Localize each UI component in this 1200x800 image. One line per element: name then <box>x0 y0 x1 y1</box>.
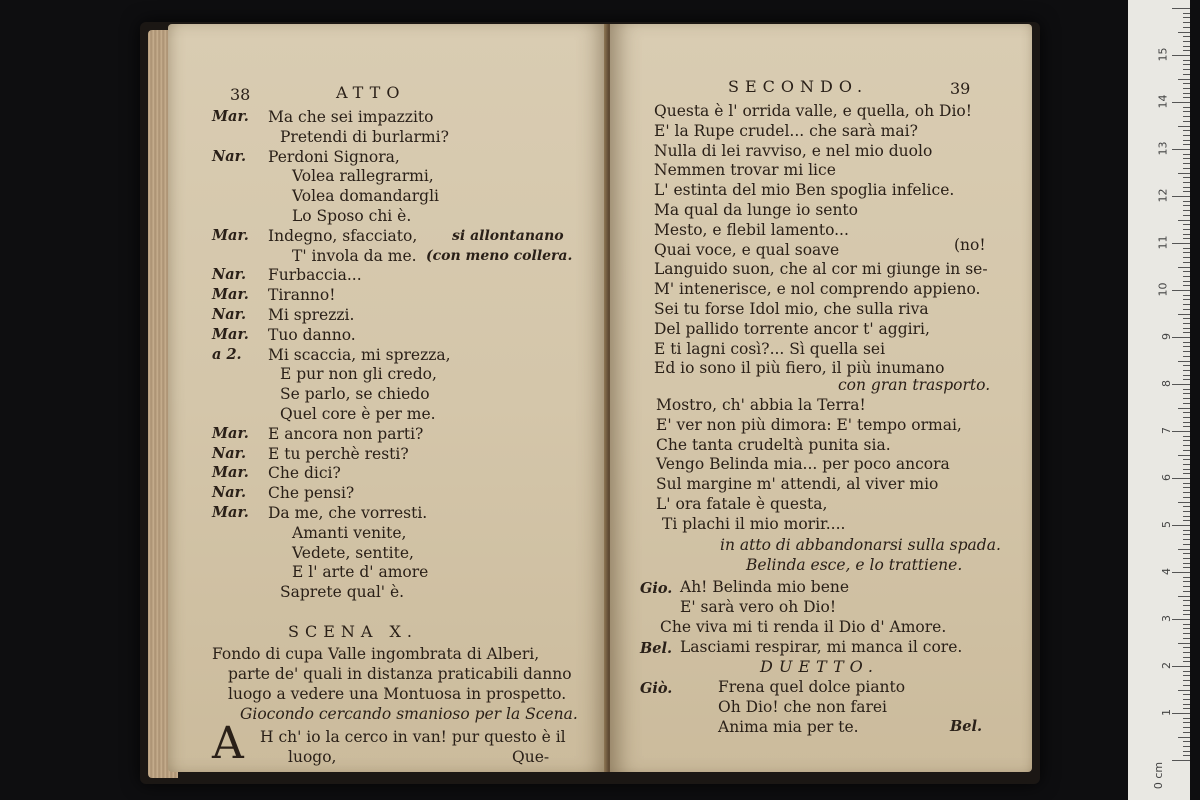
right-running-head: SECONDO. <box>728 77 869 96</box>
ruler-number: 15 <box>1156 47 1170 62</box>
ruler-tick <box>1183 520 1190 521</box>
ruler-number: 7 <box>1160 427 1173 434</box>
verse-line: Languido suon, che al cor mi giunge in se- <box>654 260 988 279</box>
ruler-tick <box>1183 111 1190 112</box>
ruler-number: 2 <box>1160 662 1173 669</box>
stage-direction: in atto di abbandonarsi sulla spada. <box>720 536 1001 554</box>
ruler-tick <box>1183 27 1190 28</box>
verse-line: Sul margine m' attendi, al viver mio <box>656 475 939 494</box>
ruler-tick <box>1183 422 1190 423</box>
ruler-number: 10 <box>1156 282 1170 297</box>
verse-line: Ma qual da lunge io sento <box>654 201 858 219</box>
verse-line: H ch' io la cerco in van! pur questo è il <box>260 728 566 746</box>
ruler-tick <box>1183 694 1190 695</box>
ruler-tick <box>1183 487 1190 488</box>
ruler-tick <box>1183 328 1190 329</box>
ruler-tick <box>1183 473 1190 474</box>
ruler-tick <box>1172 431 1190 432</box>
speaker-label: Mar. <box>212 226 249 244</box>
ruler-number: 8 <box>1160 380 1173 387</box>
verse-line: E pur non gli credo, <box>280 365 437 384</box>
ruler-tick <box>1183 577 1190 578</box>
ruler-tick <box>1183 83 1190 84</box>
ruler-tick <box>1183 276 1190 277</box>
verse-line: Che pensi? <box>268 484 355 503</box>
speaker-label: Nar. <box>212 266 247 284</box>
stage-direction: Giocondo cercando smanioso per la Scena. <box>240 705 578 723</box>
verse-line: Amanti venite, <box>292 523 407 542</box>
ruler-tick <box>1178 690 1190 691</box>
ruler-tick <box>1183 158 1190 159</box>
drop-cap: A <box>212 718 244 769</box>
ruler-tick <box>1183 746 1190 747</box>
verse-line: Furbaccia... <box>268 266 362 285</box>
verse-line: Che viva mi ti renda il Dio d' Amore. <box>660 618 947 636</box>
speaker-label: Gio. <box>640 580 673 597</box>
ruler-tick <box>1183 22 1190 23</box>
ruler-tick <box>1178 502 1190 503</box>
ruler-tick <box>1183 210 1190 211</box>
ruler-tick <box>1183 605 1190 606</box>
verse-line: E' ver non più dimora: E' tempo ormai, <box>656 415 962 434</box>
ruler-tick <box>1183 281 1190 282</box>
verse-line: Vengo Belinda mia... per poco ancora <box>656 455 950 474</box>
ruler-tick <box>1183 459 1190 460</box>
verse-line: Vedete, sentite, <box>292 543 414 562</box>
left-page-number: 38 <box>230 85 251 104</box>
speaker-label: Nar. <box>212 444 247 462</box>
aside-text: (no! <box>954 236 986 254</box>
verse-line: Ti plachi il mio morir.... <box>662 514 846 533</box>
verse-line: Sei tu forse Idol mio, che sulla riva <box>654 300 929 318</box>
ruler-tick <box>1183 252 1190 253</box>
ruler-tick <box>1183 741 1190 742</box>
ruler-tick <box>1183 563 1190 564</box>
ruler-tick <box>1183 168 1190 169</box>
verse-line: Questa è l' orrida valle, e quella, oh Dio! <box>654 102 972 120</box>
ruler-tick <box>1172 525 1190 526</box>
speaker-label: a 2. <box>212 345 242 363</box>
verse-line: luogo, <box>288 748 337 766</box>
ruler-tick <box>1183 271 1190 272</box>
speaker-label: Nar. <box>212 484 247 502</box>
stage-description-line: luogo a vedere una Montuosa in prospetto. <box>228 685 567 703</box>
verse-line: Ah! Belinda mio bene <box>680 578 850 596</box>
ruler-tick <box>1183 389 1190 390</box>
speaker-label: Mar. <box>212 286 249 304</box>
ruler-tick <box>1183 121 1190 122</box>
ruler-tick <box>1183 567 1190 568</box>
verse-line: Quel core è per me. <box>280 405 436 423</box>
verse-line: Volea rallegrarmi, <box>292 167 434 186</box>
ruler-tick <box>1183 699 1190 700</box>
ruler-number: 12 <box>1156 188 1170 203</box>
ruler-tick <box>1178 79 1190 80</box>
speaker-label: Mar. <box>212 108 249 125</box>
verse-line: E ti lagni così?... Sì quella sei <box>654 339 886 358</box>
ruler-tick <box>1183 704 1190 705</box>
ruler-tick <box>1183 36 1190 37</box>
ruler-tick <box>1178 173 1190 174</box>
verse-line: Da me, che vorresti. <box>268 504 428 522</box>
verse-line: L' estinta del mio Ben spoglia infelice. <box>654 181 955 200</box>
verse-line: E' la Rupe crudel... che sarà mai? <box>654 121 918 140</box>
ruler-tick <box>1172 619 1190 620</box>
ruler-tick <box>1183 351 1190 352</box>
verse-line: L' ora fatale è questa, <box>656 495 828 513</box>
ruler-tick <box>1183 224 1190 225</box>
ruler-tick <box>1183 708 1190 709</box>
ruler-tick <box>1183 234 1190 235</box>
speaker-label: Mar. <box>212 504 249 521</box>
ruler-unit-label: 0 cm <box>1151 761 1165 790</box>
verse-line: Quai voce, e qual soave <box>654 240 840 259</box>
ruler-tick <box>1178 643 1190 644</box>
right-page <box>610 24 1032 772</box>
verse-line: Ed io sono il più fiero, il più inumano <box>654 359 945 378</box>
ruler-tick <box>1183 379 1190 380</box>
verse-line: Nulla di lei ravviso, e nel mio duolo <box>654 141 933 160</box>
ruler-tick <box>1183 445 1190 446</box>
ruler-tick <box>1178 455 1190 456</box>
ruler-tick <box>1183 375 1190 376</box>
verse-line: Lo Sposo chi è. <box>292 207 412 225</box>
stage-direction: (con meno collera. <box>426 247 573 264</box>
ruler-tick <box>1183 144 1190 145</box>
verse-line: E l' arte d' amore <box>292 563 429 582</box>
ruler-tick <box>1183 755 1190 756</box>
ruler-tick <box>1183 450 1190 451</box>
ruler-tick <box>1183 191 1190 192</box>
ruler-tick <box>1172 713 1190 714</box>
speaker-label: Nar. <box>212 306 247 323</box>
ruler-tick <box>1183 365 1190 366</box>
verse-line: Mostro, ch' abbia la Terra! <box>656 396 866 414</box>
verse-line: Frena quel dolce pianto <box>718 678 906 696</box>
ruler-tick <box>1172 478 1190 479</box>
ruler-tick <box>1183 370 1190 371</box>
verse-line: Anima mia per te. <box>718 718 859 736</box>
ruler-tick <box>1178 126 1190 127</box>
ruler-tick <box>1183 722 1190 723</box>
ruler-tick <box>1172 149 1190 150</box>
verse-line: Pretendi di burlarmi? <box>280 127 449 146</box>
ruler-tick <box>1183 97 1190 98</box>
ruler-tick <box>1178 408 1190 409</box>
ruler-tick <box>1183 483 1190 484</box>
ruler-tick <box>1183 614 1190 615</box>
ruler-tick <box>1183 163 1190 164</box>
ruler-tick <box>1183 511 1190 512</box>
ruler-tick <box>1178 267 1190 268</box>
verse-line: Volea domandargli <box>292 187 439 206</box>
ruler-number: 3 <box>1160 615 1173 622</box>
verse-line: Che dici? <box>268 464 341 483</box>
ruler-tick <box>1183 657 1190 658</box>
verse-line: Mesto, e flebil lamento... <box>654 220 849 239</box>
speaker-label: Giò. <box>640 680 673 697</box>
ruler-tick <box>1183 516 1190 517</box>
verse-line: Tuo danno. <box>268 325 356 344</box>
ruler-tick <box>1183 403 1190 404</box>
ruler-tick <box>1183 318 1190 319</box>
stage-direction: si allontanano <box>452 227 564 244</box>
catchword: Bel. <box>950 718 983 735</box>
verse-line: Se parlo, se chiedo <box>280 385 430 404</box>
stage-direction: con gran trasporto. <box>838 376 991 394</box>
ruler-tick <box>1183 17 1190 18</box>
ruler-tick <box>1183 257 1190 258</box>
ruler-tick <box>1183 248 1190 249</box>
duetto-heading: DUETTO. <box>760 657 879 676</box>
speaker-label: Nar. <box>212 147 247 165</box>
catchword: Que- <box>512 748 550 766</box>
verse-line: T' invola da me. <box>292 246 417 265</box>
ruler-tick <box>1183 346 1190 347</box>
ruler-tick <box>1183 492 1190 493</box>
ruler-tick <box>1183 332 1190 333</box>
scene-heading: SCENA X. <box>288 622 418 641</box>
ruler-tick <box>1183 262 1190 263</box>
ruler-tick <box>1183 685 1190 686</box>
ruler-tick <box>1178 549 1190 550</box>
ruler-tick <box>1172 8 1190 9</box>
ruler-tick <box>1183 440 1190 441</box>
verse-line: Mi scaccia, mi sprezza, <box>268 345 451 364</box>
ruler-tick <box>1183 304 1190 305</box>
ruler-tick <box>1178 314 1190 315</box>
verse-line: Del pallido torrente ancor t' aggiri, <box>654 319 930 338</box>
ruler-tick <box>1183 356 1190 357</box>
ruler-tick <box>1183 154 1190 155</box>
verse-line: M' intenerisce, e nol comprendo appieno. <box>654 280 981 299</box>
right-page-number: 39 <box>950 79 971 98</box>
ruler-tick <box>1183 600 1190 601</box>
verse-line: Nemmen trovar mi lice <box>654 161 836 180</box>
verse-line: E' sarà vero oh Dio! <box>680 598 837 616</box>
ruler-tick <box>1183 727 1190 728</box>
ruler-tick <box>1172 290 1190 291</box>
ruler-tick <box>1183 229 1190 230</box>
ruler-tick <box>1183 88 1190 89</box>
ruler-tick <box>1172 760 1190 761</box>
ruler-tick <box>1172 196 1190 197</box>
ruler-tick <box>1183 633 1190 634</box>
speaker-label: Bel. <box>640 640 673 657</box>
verse-line: E tu perchè resti? <box>268 444 409 463</box>
ruler-tick <box>1183 497 1190 498</box>
verse-line: Tiranno! <box>268 286 336 305</box>
ruler-number: 9 <box>1160 333 1173 340</box>
ruler-number: 5 <box>1160 521 1173 528</box>
stage-description-line: Fondo di cupa Valle ingombrata di Alberi, <box>212 645 540 663</box>
ruler-tick <box>1172 666 1190 667</box>
ruler-tick <box>1183 586 1190 587</box>
speaker-label: Mar. <box>212 325 249 343</box>
ruler-tick <box>1183 50 1190 51</box>
ruler-tick <box>1183 539 1190 540</box>
ruler-tick <box>1183 591 1190 592</box>
ruler-tick <box>1172 102 1190 103</box>
ruler-tick <box>1178 220 1190 221</box>
ruler-tick <box>1183 93 1190 94</box>
ruler-tick <box>1183 13 1190 14</box>
ruler-tick <box>1172 55 1190 56</box>
ruler-tick <box>1183 647 1190 648</box>
ruler-tick <box>1183 426 1190 427</box>
ruler-tick <box>1172 572 1190 573</box>
ruler-tick <box>1183 751 1190 752</box>
ruler-tick <box>1183 534 1190 535</box>
ruler-number: 11 <box>1156 235 1170 250</box>
verse-line: E ancora non parti? <box>268 424 424 443</box>
ruler-tick <box>1183 718 1190 719</box>
ruler-tick <box>1183 177 1190 178</box>
ruler-tick <box>1183 187 1190 188</box>
ruler-tick <box>1183 581 1190 582</box>
ruler-tick <box>1183 464 1190 465</box>
left-running-head: ATTO <box>336 83 406 102</box>
speaker-label: Mar. <box>212 464 249 482</box>
ruler-tick <box>1183 553 1190 554</box>
ruler-tick <box>1183 323 1190 324</box>
ruler-tick <box>1183 238 1190 239</box>
ruler-tick <box>1178 361 1190 362</box>
ruler-tick <box>1183 624 1190 625</box>
ruler-tick <box>1183 140 1190 141</box>
ruler-tick <box>1183 215 1190 216</box>
ruler-tick <box>1183 107 1190 108</box>
left-page <box>168 24 608 772</box>
ruler-tick <box>1183 638 1190 639</box>
verse-line: Mi sprezzi. <box>268 306 355 324</box>
ruler-tick <box>1183 205 1190 206</box>
ruler-tick <box>1183 116 1190 117</box>
ruler-tick <box>1183 285 1190 286</box>
ruler-tick <box>1183 417 1190 418</box>
ruler-tick <box>1183 675 1190 676</box>
ruler-tick <box>1183 558 1190 559</box>
ruler-tick <box>1183 299 1190 300</box>
ruler-tick <box>1183 544 1190 545</box>
ruler-tick <box>1178 737 1190 738</box>
ruler-tick <box>1172 384 1190 385</box>
verse-line: Che tanta crudeltà punita sia. <box>656 435 891 454</box>
ruler-number: 14 <box>1156 94 1170 109</box>
ruler-tick <box>1183 398 1190 399</box>
ruler-tick <box>1183 201 1190 202</box>
ruler-tick <box>1183 671 1190 672</box>
ruler-tick <box>1183 610 1190 611</box>
verse-line: Oh Dio! che non farei <box>718 698 887 716</box>
ruler-tick <box>1183 469 1190 470</box>
ruler-tick <box>1183 182 1190 183</box>
verse-line: Indegno, sfacciato, <box>268 226 418 245</box>
ruler-tick <box>1183 74 1190 75</box>
ruler-tick <box>1183 436 1190 437</box>
ruler-number: 1 <box>1160 709 1173 716</box>
ruler-tick <box>1183 69 1190 70</box>
ruler-number: 13 <box>1156 141 1170 156</box>
ruler-tick <box>1183 628 1190 629</box>
stage-direction: Belinda esce, e lo trattiene. <box>746 556 963 574</box>
ruler-tick <box>1183 393 1190 394</box>
ruler-tick <box>1183 60 1190 61</box>
ruler-tick <box>1183 530 1190 531</box>
ruler-number: 4 <box>1160 568 1173 575</box>
ruler-tick <box>1183 652 1190 653</box>
ruler-tick <box>1183 130 1190 131</box>
verse-line: Saprete qual' è. <box>280 583 405 602</box>
ruler-tick <box>1183 732 1190 733</box>
stage-description-line: parte de' quali in distanza praticabili danno <box>228 665 572 683</box>
ruler-tick <box>1178 32 1190 33</box>
ruler-tick <box>1183 342 1190 343</box>
ruler-tick <box>1183 135 1190 136</box>
ruler-number: 6 <box>1160 474 1173 481</box>
measurement-ruler <box>1128 0 1190 800</box>
ruler-tick <box>1183 661 1190 662</box>
speaker-label: Mar. <box>212 424 249 442</box>
verse-line: Lasciami respirar, mi manca il core. <box>680 638 963 656</box>
ruler-tick <box>1183 295 1190 296</box>
verse-line: Perdoni Signora, <box>268 147 400 166</box>
ruler-tick <box>1183 46 1190 47</box>
ruler-tick <box>1183 680 1190 681</box>
ruler-tick <box>1178 596 1190 597</box>
verse-line: Ma che sei impazzito <box>268 108 434 126</box>
ruler-tick <box>1183 64 1190 65</box>
ruler-tick <box>1183 506 1190 507</box>
ruler-tick <box>1172 243 1190 244</box>
ruler-tick <box>1183 309 1190 310</box>
ruler-tick <box>1183 412 1190 413</box>
ruler-tick <box>1172 337 1190 338</box>
ruler-tick <box>1183 41 1190 42</box>
